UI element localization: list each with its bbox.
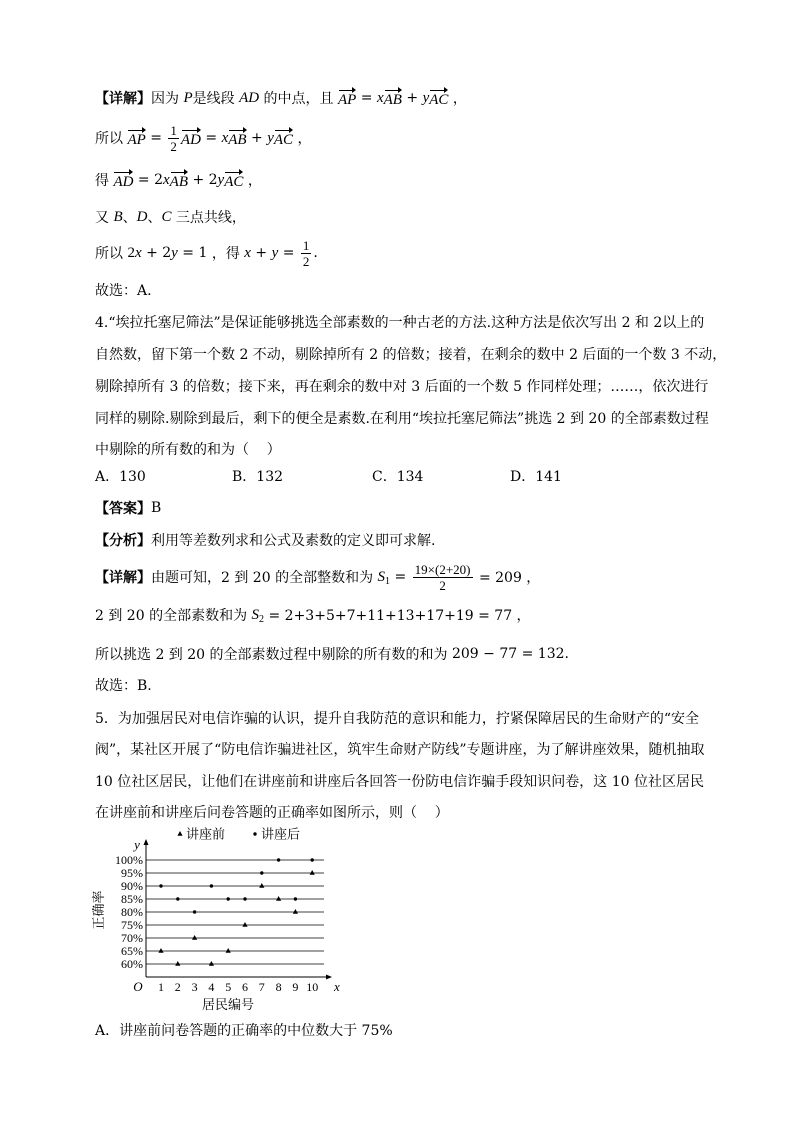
operator: = — [356, 90, 377, 106]
variable-s: S — [251, 606, 260, 623]
text-segment: 所以 — [95, 131, 128, 147]
q4-answer — [95, 497, 161, 519]
point-before-lecture — [293, 909, 298, 914]
x-tick-label: 7 — [258, 980, 265, 994]
vector-ac: AC — [224, 170, 243, 191]
variable-x: x — [221, 129, 229, 146]
legend-label: 讲座后 — [261, 826, 301, 842]
q4-option-c: C．134 — [372, 469, 424, 485]
expression: 209 − 77 = 132 — [451, 646, 565, 662]
text-segment: ， — [448, 91, 467, 107]
operator: = — [200, 130, 222, 146]
y-tick-label: 90% — [121, 879, 143, 893]
x-tick-label: 2 — [174, 980, 181, 994]
x-tick-label: 9 — [292, 980, 299, 994]
point-after-lecture — [210, 884, 213, 887]
fraction-numerator: 19×(2+20) — [414, 561, 471, 577]
vector-ab: AB — [384, 88, 402, 109]
variable-s: S — [377, 568, 386, 585]
point-d: D — [136, 208, 148, 225]
x-tick-label: 8 — [275, 980, 282, 994]
q3-detail-line-2 — [95, 119, 312, 157]
q4-option-d: D．141 — [510, 469, 562, 485]
vector-ad: AD — [181, 128, 201, 149]
fraction-denominator: 2 — [439, 577, 446, 593]
q4-option-b: B．132 — [232, 469, 284, 485]
origin-label: O — [133, 979, 143, 994]
point-before-lecture — [192, 935, 197, 940]
operator: = — [390, 569, 411, 585]
fraction-numerator: 1 — [170, 122, 177, 138]
y-tick-label: 80% — [121, 905, 143, 919]
y-tick-label: 100% — [115, 853, 143, 867]
fraction-numerator: 1 — [302, 237, 310, 253]
y-tick-label: 75% — [121, 918, 143, 932]
q5-question-line-3: 10 位社区居民，让他们在讲座前和讲座后各回答一份防电信诈骗手段知识问卷，这 10 位社区居民 — [95, 774, 704, 790]
operator: + — [246, 130, 268, 146]
point-after-lecture — [311, 858, 314, 861]
fraction-one-half — [168, 123, 179, 154]
y-axis-title: 正确率 — [91, 890, 106, 930]
x-tick-label: 6 — [242, 980, 248, 994]
answer-value: B — [151, 500, 162, 516]
q4-detail-line-2 — [95, 604, 531, 626]
detail-tag: 【详解】 — [95, 570, 151, 586]
variable-y: y — [217, 171, 225, 188]
q5-question-line-4: 在讲座前和讲座后问卷答题的正确率如图所示，则（ ） — [95, 805, 449, 821]
coefficient: 2 — [127, 244, 135, 261]
x-tick-label: 3 — [191, 980, 198, 994]
q3-detail-line-1 — [95, 87, 467, 109]
q5-question-line-1: 5．为加强居民对电信诈骗的认识，提升自我防范的意识和能力，拧紧保障居民的生命财产的“安全 — [95, 711, 700, 727]
q3-detail-line-5 — [95, 234, 318, 272]
q4-analysis — [95, 529, 435, 551]
text-segment: = 209 ， — [474, 570, 541, 586]
variable-x: x — [244, 244, 251, 261]
point-before-lecture — [276, 896, 281, 901]
text-segment: 是线段 — [192, 91, 240, 107]
text-segment: ， — [243, 173, 262, 189]
text-segment: ， — [293, 131, 312, 147]
point-after-lecture — [294, 897, 297, 900]
text-segment: 三点共线， — [171, 210, 246, 226]
operator: + — [401, 90, 423, 106]
text-segment: 的中点，且 — [259, 91, 338, 107]
text-segment: 所以挑选 2 到 20 的全部素数过程中剔除的所有数的和为 — [95, 647, 452, 663]
point-before-lecture — [209, 961, 214, 966]
operator: + 2 — [141, 245, 172, 261]
variable-y: y — [267, 129, 274, 146]
x-tick-label: 10 — [306, 980, 319, 994]
variable-y: y — [422, 89, 430, 106]
operator: + — [250, 245, 272, 261]
q4-question-line-1: 4.“埃拉托塞尼筛法”是保证能够挑选全部素数的一种古老的方法.这种方法是依次写出 2 和 2以上的 — [95, 315, 705, 331]
point-before-lecture — [226, 948, 231, 953]
y-tick-label: 95% — [121, 866, 143, 880]
separator: 、 — [147, 210, 162, 226]
operator: = — [145, 130, 167, 146]
text-segment: . — [564, 646, 569, 662]
q4-option-a: A．130 — [95, 469, 146, 485]
operator: + 2 — [188, 172, 218, 188]
point-after-lecture — [176, 897, 179, 900]
y-tick-label: 85% — [121, 892, 143, 906]
q3-detail-line-4 — [95, 206, 246, 228]
vector-ap: AP — [338, 88, 356, 109]
y-tick-label: 60% — [121, 957, 143, 971]
q4-question-line-4: 同样的剔除.剔除到最后，剩下的便全是素数.在利用“埃拉托塞尼筛法”挑选 2 到 20 的全部素数过程 — [95, 411, 709, 427]
answer-tag: 【答案】 — [95, 501, 151, 517]
x-axis-symbol: x — [334, 979, 340, 994]
subscript: 2 — [259, 613, 265, 625]
text-segment: 又 — [95, 210, 114, 226]
q3-detail-line-3 — [95, 169, 262, 191]
legend-label: 讲座前 — [186, 826, 226, 842]
y-tick-label: 65% — [121, 944, 143, 958]
text-segment: 因为 — [151, 91, 184, 107]
text-segment: 由题可知，2 到 20 的全部整数和为 — [151, 570, 378, 586]
point-after-lecture — [159, 884, 162, 887]
separator: 、 — [122, 210, 137, 226]
analysis-tag: 【分析】 — [95, 533, 151, 549]
legend-marker — [177, 831, 182, 836]
vector-ab: AB — [170, 170, 188, 191]
text-segment: ，得 — [207, 246, 245, 262]
analysis-text: 利用等差数列求和公式及素数的定义即可求解. — [151, 533, 436, 549]
variable-x: x — [163, 171, 170, 188]
q5-question-line-2: 阀”，某社区开展了“防电信诈骗进社区，筑牢生命财产防线”专题讲座，为了解讲座效果，随机抽取 — [95, 742, 705, 758]
variable-x: x — [376, 89, 384, 106]
x-tick-label: 5 — [225, 980, 232, 994]
q4-detail-line-3 — [95, 643, 569, 665]
q4-question-line-2: 自然数，留下第一个数 2 不动，剔除掉所有 2 的倍数；接着，在剩余的数中 2 后面的一个数 3 不动， — [95, 347, 727, 363]
point-before-lecture — [158, 948, 163, 953]
point-before-lecture — [242, 922, 247, 927]
q5-option-a: A．讲座前问卷答题的正确率的中位数大于 75% — [95, 1023, 393, 1039]
fraction-denominator: 2 — [302, 253, 310, 269]
text-segment: 所以 — [95, 246, 128, 262]
y-axis-arrow — [144, 839, 149, 845]
vector-ap: AP — [127, 128, 145, 149]
text-segment: 2 到 20 的全部素数和为 — [95, 608, 252, 624]
point-after-lecture — [260, 871, 263, 874]
y-tick-label: 70% — [121, 931, 143, 945]
point-after-lecture — [277, 858, 280, 861]
y-axis-symbol: y — [134, 837, 140, 852]
q4-detail-line-1 — [95, 557, 540, 597]
point-p: P — [183, 89, 193, 106]
point-after-lecture — [227, 897, 230, 900]
q4-final-choice: 故选：B. — [95, 678, 152, 694]
detail-tag: 【详解】 — [95, 91, 151, 107]
fraction-denominator: 2 — [170, 138, 177, 154]
vector-ac: AC — [429, 88, 448, 109]
subscript: 1 — [385, 575, 391, 587]
sum-fraction — [413, 562, 473, 593]
segment-ad: AD — [239, 89, 260, 106]
point-before-lecture — [310, 870, 315, 875]
x-tick-label: 1 — [158, 980, 164, 994]
point-b: B — [113, 208, 123, 225]
legend-marker — [253, 832, 256, 835]
point-before-lecture — [175, 961, 180, 966]
variable-y: y — [271, 244, 279, 261]
text-segment: 得 — [95, 173, 114, 189]
vector-ad: AD — [113, 170, 133, 191]
point-after-lecture — [243, 897, 246, 900]
accuracy-scatter-chart — [85, 822, 350, 1017]
x-tick-label: 4 — [208, 980, 215, 994]
operator: = 2 — [133, 172, 163, 188]
point-after-lecture — [193, 910, 196, 913]
variable-y: y — [171, 244, 178, 261]
q4-question-line-3: 剔除掉所有 3 的倍数；接下来，再在剩余的数中对 3 后面的一个数 5 作同样处理；……，依次进行 — [95, 379, 709, 395]
q3-final-choice: 故选：A. — [95, 283, 152, 299]
fraction-one-half — [301, 238, 312, 269]
x-axis-arrow — [326, 975, 332, 980]
operator: = 1 — [177, 245, 208, 261]
text-segment: . — [313, 245, 318, 261]
point-c: C — [161, 208, 172, 225]
vector-ab: AB — [228, 128, 246, 149]
q4-question-line-5: 中剔除的所有数的和为（ ） — [95, 442, 281, 458]
variable-x: x — [134, 244, 142, 261]
operator: = — [278, 245, 299, 261]
vector-ac: AC — [274, 128, 293, 149]
x-axis-title: 居民编号 — [201, 997, 255, 1012]
text-segment: = 2+3+5+7+11+13+17+19 = 77 ， — [264, 608, 531, 624]
point-before-lecture — [259, 883, 264, 888]
